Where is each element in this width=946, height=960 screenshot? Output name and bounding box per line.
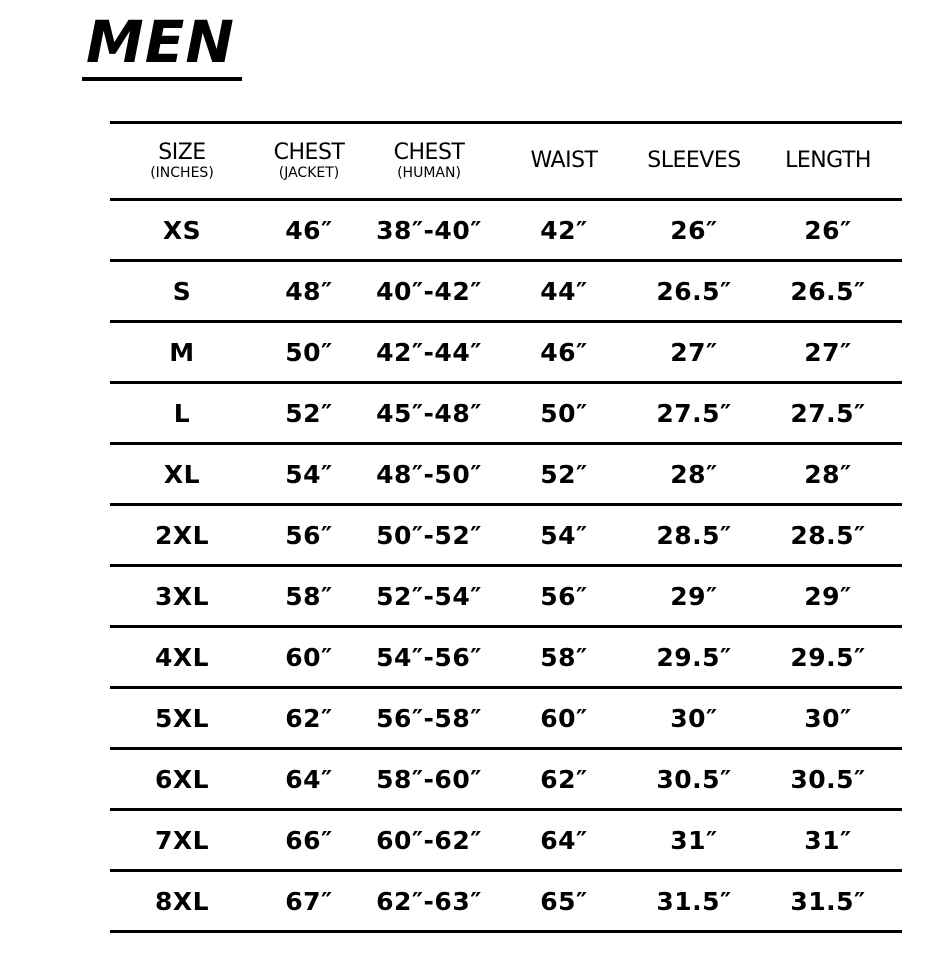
- waist-cell: 65″: [540, 886, 588, 916]
- page-title: MEN: [86, 8, 235, 76]
- size-cell: 7XL: [154, 825, 210, 855]
- waist-cell: 52″: [540, 459, 588, 489]
- header-sublabel: (HUMAN): [397, 165, 461, 181]
- chest-human-cell: 48″-50″: [376, 459, 482, 489]
- sleeves-cell: 26″: [670, 215, 718, 245]
- table-row: [110, 688, 902, 749]
- chest-jacket-cell: 50″: [285, 337, 333, 367]
- header-chest-human: [364, 123, 494, 200]
- sleeves-cell: 27″: [670, 337, 718, 367]
- chest-jacket-cell: 54″: [285, 459, 333, 489]
- chest-human-cell: 54″-56″: [376, 642, 482, 672]
- chest-human-cell: 45″-48″: [376, 398, 482, 428]
- size-cell: L: [173, 398, 191, 428]
- sleeves-cell: 29.5″: [656, 642, 732, 672]
- waist-cell: 42″: [540, 215, 588, 245]
- size-cell: S: [172, 276, 192, 306]
- header-chest-jacket: [254, 123, 364, 200]
- sleeves-cell: 28.5″: [656, 520, 732, 550]
- header-label: CHEST: [273, 140, 345, 165]
- length-cell: 29.5″: [790, 642, 866, 672]
- table-row: [110, 749, 902, 810]
- waist-cell: 56″: [540, 581, 588, 611]
- header-label: SIZE: [158, 140, 206, 165]
- header-sublabel: (INCHES): [150, 165, 214, 181]
- table-row: [110, 871, 902, 932]
- sleeves-cell: 27.5″: [656, 398, 732, 428]
- size-cell: 8XL: [154, 886, 210, 916]
- waist-cell: 58″: [540, 642, 588, 672]
- sleeves-cell: 30″: [670, 703, 718, 733]
- sleeves-cell: 28″: [670, 459, 718, 489]
- header-waist: [494, 123, 634, 200]
- table-body: [110, 200, 902, 932]
- header-label: WAIST: [530, 148, 598, 173]
- header-label: CHEST: [393, 140, 465, 165]
- length-cell: 27.5″: [790, 398, 866, 428]
- table-row: [110, 627, 902, 688]
- sleeves-cell: 31.5″: [656, 886, 732, 916]
- chest-human-cell: 38″-40″: [376, 215, 482, 245]
- chest-human-cell: 50″-52″: [376, 520, 482, 550]
- title-underline: [82, 77, 242, 81]
- length-cell: 29″: [804, 581, 852, 611]
- length-cell: 26″: [804, 215, 852, 245]
- chest-jacket-cell: 62″: [285, 703, 333, 733]
- chest-jacket-cell: 46″: [285, 215, 333, 245]
- waist-cell: 46″: [540, 337, 588, 367]
- size-cell: 6XL: [154, 764, 210, 794]
- sleeves-cell: 30.5″: [656, 764, 732, 794]
- waist-cell: 60″: [540, 703, 588, 733]
- length-cell: 27″: [804, 337, 852, 367]
- size-cell: 2XL: [154, 520, 210, 550]
- waist-cell: 54″: [540, 520, 588, 550]
- table-row: [110, 261, 902, 322]
- chest-human-cell: 58″-60″: [376, 764, 482, 794]
- header-size: [110, 123, 254, 200]
- length-cell: 28″: [804, 459, 852, 489]
- header-label: LENGTH: [785, 148, 871, 173]
- chest-human-cell: 42″-44″: [376, 337, 482, 367]
- chest-jacket-cell: 66″: [285, 825, 333, 855]
- table-row: [110, 505, 902, 566]
- chest-jacket-cell: 64″: [285, 764, 333, 794]
- chest-human-cell: 60″-62″: [376, 825, 482, 855]
- header-sleeves: [634, 123, 754, 200]
- size-chart-table: [110, 121, 902, 933]
- chest-jacket-cell: 48″: [285, 276, 333, 306]
- size-cell: 4XL: [154, 642, 210, 672]
- table-row: [110, 200, 902, 261]
- chest-human-cell: 62″-63″: [376, 886, 482, 916]
- length-cell: 26.5″: [790, 276, 866, 306]
- size-cell: M: [169, 337, 195, 367]
- chest-human-cell: 52″-54″: [376, 581, 482, 611]
- chest-jacket-cell: 67″: [285, 886, 333, 916]
- sleeves-cell: 26.5″: [656, 276, 732, 306]
- size-cell: 5XL: [154, 703, 210, 733]
- size-cell: 3XL: [154, 581, 210, 611]
- table-row: [110, 322, 902, 383]
- waist-cell: 44″: [540, 276, 588, 306]
- length-cell: 30.5″: [790, 764, 866, 794]
- size-cell: XL: [163, 459, 201, 489]
- chest-jacket-cell: 56″: [285, 520, 333, 550]
- chest-human-cell: 40″-42″: [376, 276, 482, 306]
- length-cell: 30″: [804, 703, 852, 733]
- waist-cell: 64″: [540, 825, 588, 855]
- header-length: [754, 123, 902, 200]
- chest-jacket-cell: 58″: [285, 581, 333, 611]
- table-row: [110, 810, 902, 871]
- size-cell: XS: [162, 215, 202, 245]
- length-cell: 31″: [804, 825, 852, 855]
- table-row: [110, 566, 902, 627]
- header-label: SLEEVES: [647, 148, 741, 173]
- waist-cell: 62″: [540, 764, 588, 794]
- chest-human-cell: 56″-58″: [376, 703, 482, 733]
- table-row: [110, 444, 902, 505]
- table-header-row: [110, 123, 902, 200]
- waist-cell: 50″: [540, 398, 588, 428]
- length-cell: 28.5″: [790, 520, 866, 550]
- length-cell: 31.5″: [790, 886, 866, 916]
- chest-jacket-cell: 60″: [285, 642, 333, 672]
- sleeves-cell: 31″: [670, 825, 718, 855]
- header-sublabel: (JACKET): [278, 165, 340, 181]
- table-row: [110, 383, 902, 444]
- sleeves-cell: 29″: [670, 581, 718, 611]
- chest-jacket-cell: 52″: [285, 398, 333, 428]
